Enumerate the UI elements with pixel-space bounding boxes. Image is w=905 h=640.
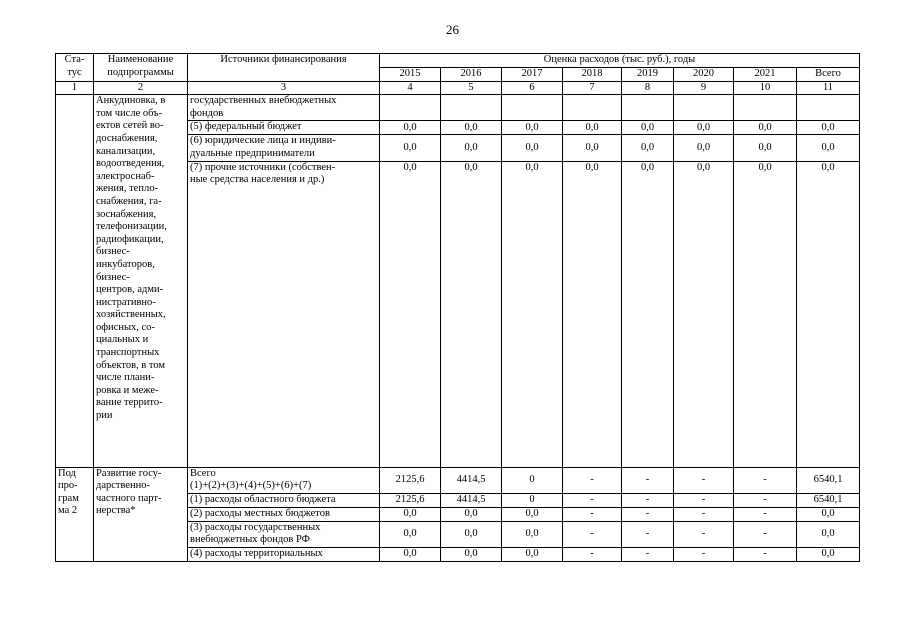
- value-cell: -: [563, 467, 622, 493]
- funding-source-cell: (1) расходы областного бюджета: [188, 493, 380, 507]
- value-cell: 2125,6: [380, 493, 441, 507]
- value-cell: [734, 95, 797, 121]
- value-cell: -: [674, 493, 734, 507]
- header-funding-source: Источники финансирования: [188, 54, 380, 82]
- value-cell: 0,0: [622, 161, 674, 467]
- header-subprogram-name: Наименование подпрограммы: [94, 54, 188, 82]
- header-year: 2021: [734, 68, 797, 82]
- subprogram-name-cell: Анкудиновка, в том числе объ- ектов сетей во- доснабжения, канализации, водоотведения, электроснаб- жения, тепло- снабжения, га- зоснабжения, телефонизации, радиофикации, бизнес- инкубаторов, бизнес- центров, адми- нистративно- хозяйственных, офисных, со- циальных и транспортных объектов, в том числе плани- ровка и меже- вание террито- рии: [94, 95, 188, 467]
- column-number: 8: [622, 81, 674, 95]
- header-year: 2017: [502, 68, 563, 82]
- value-cell: -: [734, 521, 797, 547]
- column-number: 4: [380, 81, 441, 95]
- value-cell: 4414,5: [441, 493, 502, 507]
- value-cell: [674, 95, 734, 121]
- value-cell: 0,0: [674, 135, 734, 161]
- value-cell: 0,0: [441, 547, 502, 561]
- value-cell: -: [563, 493, 622, 507]
- value-cell: -: [622, 521, 674, 547]
- value-cell: [563, 95, 622, 121]
- column-number: 11: [797, 81, 860, 95]
- value-cell: -: [734, 467, 797, 493]
- value-cell: 0,0: [502, 547, 563, 561]
- status-cell: [56, 95, 94, 467]
- value-cell: -: [622, 547, 674, 561]
- value-cell: -: [674, 467, 734, 493]
- value-cell: 0,0: [734, 121, 797, 135]
- value-cell: 0,0: [797, 547, 860, 561]
- value-cell: 0,0: [441, 161, 502, 467]
- column-number: 7: [563, 81, 622, 95]
- value-cell: 0,0: [380, 121, 441, 135]
- status-cell: Под про- грам ма 2: [56, 467, 94, 561]
- column-number: 6: [502, 81, 563, 95]
- value-cell: -: [622, 493, 674, 507]
- value-cell: 0,0: [441, 507, 502, 521]
- funding-source-cell: (2) расходы местных бюджетов: [188, 507, 380, 521]
- header-year: 2020: [674, 68, 734, 82]
- value-cell: 2125,6: [380, 467, 441, 493]
- value-cell: 0,0: [380, 521, 441, 547]
- value-cell: 0,0: [441, 121, 502, 135]
- value-cell: 0,0: [734, 161, 797, 467]
- value-cell: 0,0: [380, 161, 441, 467]
- page-number: 26: [446, 22, 459, 37]
- value-cell: 0,0: [441, 135, 502, 161]
- value-cell: 0,0: [502, 507, 563, 521]
- value-cell: -: [674, 547, 734, 561]
- value-cell: 0,0: [563, 161, 622, 467]
- funding-source-cell: государственных внебюджетных фондов: [188, 95, 380, 121]
- funding-source-cell: (6) юридические лица и индиви- дуальные предприниматели: [188, 135, 380, 161]
- value-cell: 4414,5: [441, 467, 502, 493]
- value-cell: -: [674, 521, 734, 547]
- value-cell: 0,0: [502, 135, 563, 161]
- subprogram-name-cell: Развитие госу- дарственно- частного парт- нерства*: [94, 467, 188, 561]
- value-cell: 0,0: [441, 521, 502, 547]
- value-cell: 0,0: [502, 161, 563, 467]
- column-number: 9: [674, 81, 734, 95]
- value-cell: [380, 95, 441, 121]
- value-cell: [441, 95, 502, 121]
- value-cell: -: [563, 547, 622, 561]
- header-year: 2015: [380, 68, 441, 82]
- table-row: [56, 95, 860, 121]
- value-cell: 0: [502, 493, 563, 507]
- column-number: 5: [441, 81, 502, 95]
- value-cell: 0,0: [622, 135, 674, 161]
- value-cell: 0,0: [380, 507, 441, 521]
- header-status: Ста- тус: [56, 54, 94, 82]
- value-cell: 0,0: [674, 161, 734, 467]
- funding-source-cell: (7) прочие источники (собствен- ные средства населения и др.): [188, 161, 380, 467]
- value-cell: 0,0: [797, 507, 860, 521]
- value-cell: 0,0: [797, 521, 860, 547]
- column-number: 3: [188, 81, 380, 95]
- value-cell: -: [734, 493, 797, 507]
- value-cell: -: [734, 507, 797, 521]
- value-cell: 0: [502, 467, 563, 493]
- value-cell: 0,0: [380, 547, 441, 561]
- value-cell: 0,0: [563, 135, 622, 161]
- header-year: Всего: [797, 68, 860, 82]
- funding-source-cell: (5) федеральный бюджет: [188, 121, 380, 135]
- value-cell: 0,0: [502, 521, 563, 547]
- value-cell: -: [622, 507, 674, 521]
- header-year: 2016: [441, 68, 502, 82]
- header-year: 2018: [563, 68, 622, 82]
- value-cell: 0,0: [563, 121, 622, 135]
- value-cell: 0,0: [797, 161, 860, 467]
- value-cell: [622, 95, 674, 121]
- funding-source-cell: Всего (1)+(2)+(3)+(4)+(5)+(6)+(7): [188, 467, 380, 493]
- value-cell: 6540,1: [797, 493, 860, 507]
- value-cell: 0,0: [502, 121, 563, 135]
- funding-source-cell: (3) расходы государственных внебюджетных фондов РФ: [188, 521, 380, 547]
- expenditure-table: [55, 53, 860, 562]
- value-cell: [502, 95, 563, 121]
- column-number: 1: [56, 81, 94, 95]
- header-year: 2019: [622, 68, 674, 82]
- value-cell: [797, 95, 860, 121]
- value-cell: 0,0: [622, 121, 674, 135]
- column-number: 2: [94, 81, 188, 95]
- value-cell: -: [622, 467, 674, 493]
- column-number: 10: [734, 81, 797, 95]
- value-cell: 0,0: [380, 135, 441, 161]
- value-cell: 6540,1: [797, 467, 860, 493]
- funding-source-cell: (4) расходы территориальных: [188, 547, 380, 561]
- table-row: [56, 467, 860, 493]
- value-cell: 0,0: [797, 121, 860, 135]
- value-cell: -: [563, 521, 622, 547]
- value-cell: 0,0: [674, 121, 734, 135]
- value-cell: -: [563, 507, 622, 521]
- header-expense-estimate: Оценка расходов (тыс. руб.), годы: [380, 54, 860, 68]
- value-cell: -: [734, 547, 797, 561]
- value-cell: -: [674, 507, 734, 521]
- value-cell: 0,0: [797, 135, 860, 161]
- value-cell: 0,0: [734, 135, 797, 161]
